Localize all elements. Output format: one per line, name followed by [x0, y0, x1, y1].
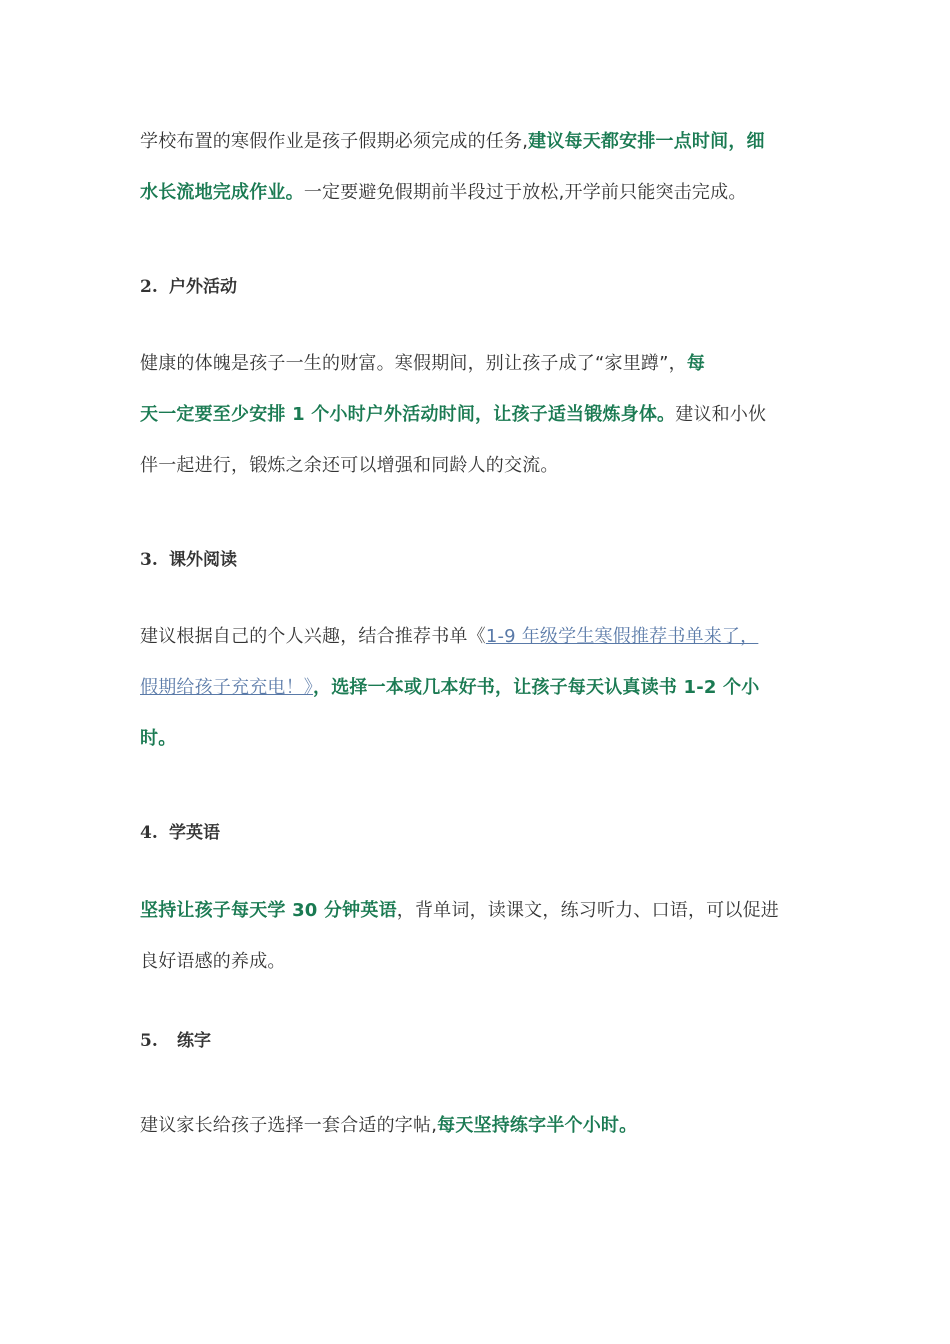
- heading-title: 户外活动: [169, 277, 237, 297]
- section-heading-calligraphy: [140, 1026, 211, 1056]
- body-text: 建议家长给孩子选择一套合适的字帖,: [140, 1115, 438, 1136]
- paragraph-line: [140, 167, 812, 218]
- highlight-text: 时。: [140, 728, 177, 749]
- body-text: 健康的体魄是孩子一生的财富。寒假期间，别让孩子成了“家里蹲”，: [140, 353, 687, 374]
- paragraph-line: [140, 1100, 812, 1151]
- paragraph-line: [140, 885, 812, 936]
- heading-number: 4.: [140, 823, 158, 843]
- body-text: 一定要避免假期前半段过于放松,开学前只能突击完成。: [303, 182, 747, 203]
- paragraph-line: [140, 389, 812, 440]
- highlight-text: 每: [686, 353, 706, 374]
- booklist-link[interactable]: 假期给孩子充充电！》: [140, 677, 313, 698]
- paragraph-calligraphy: [140, 1100, 812, 1151]
- body-text: 伴一起进行，锻炼之余还可以增强和同龄人的交流。: [140, 455, 559, 476]
- heading-title: 学英语: [169, 823, 220, 843]
- section-heading-english: [140, 818, 220, 848]
- highlight-text: 坚持让孩子每天学 30 分钟英语: [140, 900, 397, 921]
- paragraph-line: [140, 611, 812, 662]
- paragraph-line: [140, 116, 812, 167]
- heading-number: 3.: [140, 550, 158, 570]
- paragraph-outdoor: [140, 338, 812, 491]
- heading-number: 2.: [140, 277, 158, 297]
- heading-title: 课外阅读: [169, 550, 237, 570]
- heading-number: 5.: [140, 1031, 158, 1051]
- paragraph-line: [140, 713, 812, 764]
- highlight-text: 天一定要至少安排 1 个小时户外活动时间，让孩子适当锻炼身体。: [140, 404, 676, 425]
- section-heading-reading: [140, 545, 237, 575]
- body-text: 建议根据自己的个人兴趣，结合推荐书单《: [140, 626, 486, 647]
- booklist-link[interactable]: 1-9 年级学生寒假推荐书单来了，: [485, 626, 759, 647]
- paragraph-reading: [140, 611, 812, 764]
- section-heading-outdoor: [140, 272, 237, 302]
- highlight-text: ，选择一本或几本好书，让孩子每天认真读书 1-2 个小: [313, 677, 760, 698]
- paragraph-line: [140, 662, 812, 713]
- paragraph-homework: [140, 116, 812, 218]
- paragraph-line: [140, 440, 812, 491]
- body-text: 建议和小伙: [675, 404, 767, 425]
- body-text: ，背单词，读课文，练习听力、口语，可以促进: [396, 900, 779, 921]
- paragraph-english: [140, 885, 812, 987]
- highlight-text: 每天坚持练字半个小时。: [437, 1115, 638, 1136]
- highlight-text: 水长流地完成作业。: [140, 182, 304, 203]
- body-text: 良好语感的养成。: [140, 951, 286, 972]
- body-text: 学校布置的寒假作业是孩子假期必须完成的任务,: [140, 131, 529, 152]
- paragraph-line: [140, 936, 812, 987]
- heading-title: 练字: [177, 1031, 211, 1051]
- highlight-text: 建议每天都安排一点时间，细: [528, 131, 765, 152]
- paragraph-line: [140, 338, 812, 389]
